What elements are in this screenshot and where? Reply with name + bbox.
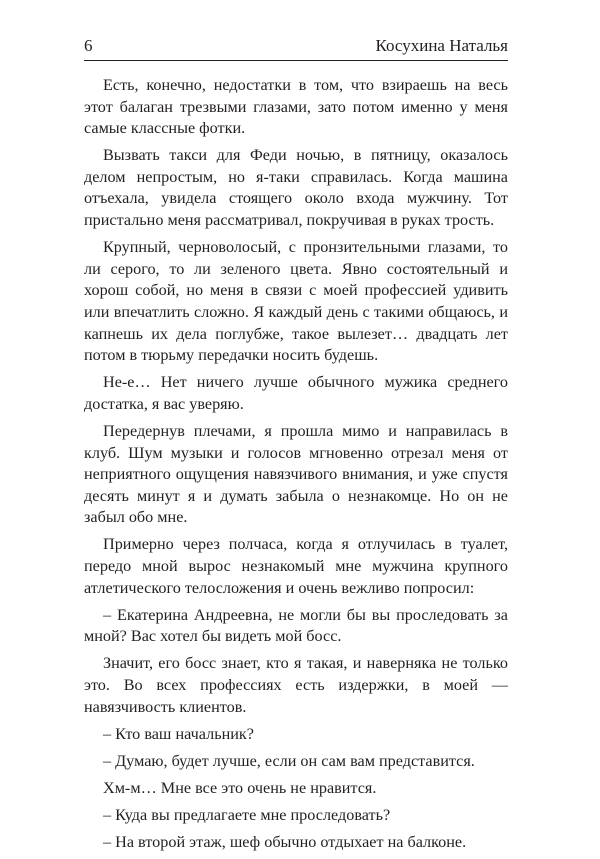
body-text	[84, 75, 508, 859]
dialogue-line: – Екатерина Андреевна, не могли бы вы проследовать за мной? Вас хотел бы видеть мой босс.	[84, 605, 508, 646]
header-rule	[84, 60, 508, 61]
dialogue-line: – Куда вы предлагаете мне проследовать?	[103, 805, 391, 824]
paragraph: Хм-м… Мне все это очень не нравится.	[103, 778, 377, 797]
page-number: 6	[84, 36, 93, 55]
page-header	[84, 36, 508, 56]
paragraph: Передернув плечами, я прошла мимо и направилась в клуб. Шум музыки и голосов мгновенно отрезал меня от неприятного ощущения навязчивого внимания, и уже спустя десять минут я и думать забыла о незнакомце. Но он не забыл обо мне.	[84, 421, 508, 527]
running-head: Косухина Наталья	[375, 36, 508, 55]
paragraph: Вызвать такси для Феди ночью, в пятницу, оказалось делом непростым, но я-таки справилась. Когда машина отъехала, увидела стоящего около входа мужчину. Тот пристально меня рассматривал, покручивая в руках трость.	[84, 146, 508, 230]
paragraph: Примерно через полчаса, когда я отлучилась в туалет, передо мной вырос незнакомый мне мужчина крупного атлетического телосложения и очень вежливо попросил:	[84, 535, 508, 597]
dialogue-line: – Кто ваш начальник?	[103, 724, 254, 743]
paragraph: Значит, его босс знает, кто я такая, и наверняка не только это. Во всех профессиях есть издержки, в моей — навязчивость клиентов.	[84, 654, 508, 716]
dialogue-line: – Думаю, будет лучше, если он сам вам представится.	[103, 751, 475, 770]
paragraph: Есть, конечно, недостатки в том, что взираешь на весь этот балаган трезвыми глазами, зато потом именно у меня самые классные фотки.	[84, 76, 508, 138]
dialogue-line: – На второй этаж, шеф обычно отдыхает на балконе.	[103, 833, 467, 851]
paragraph: Крупный, черноволосый, с пронзительными глазами, то ли серого, то ли зеленого цвета. Явно состоятельный и хорош собой, но меня в связи с моей профессией удивить или впечатлить сложно. Я каждый день с такими общаюсь, и капнешь их дела поглубже, такое вылезет… двадцать лет потом в тюрьму передачки носить будешь.	[84, 238, 508, 365]
paragraph: Не-е… Нет ничего лучше обычного мужика среднего достатка, я вас уверяю.	[84, 373, 508, 413]
